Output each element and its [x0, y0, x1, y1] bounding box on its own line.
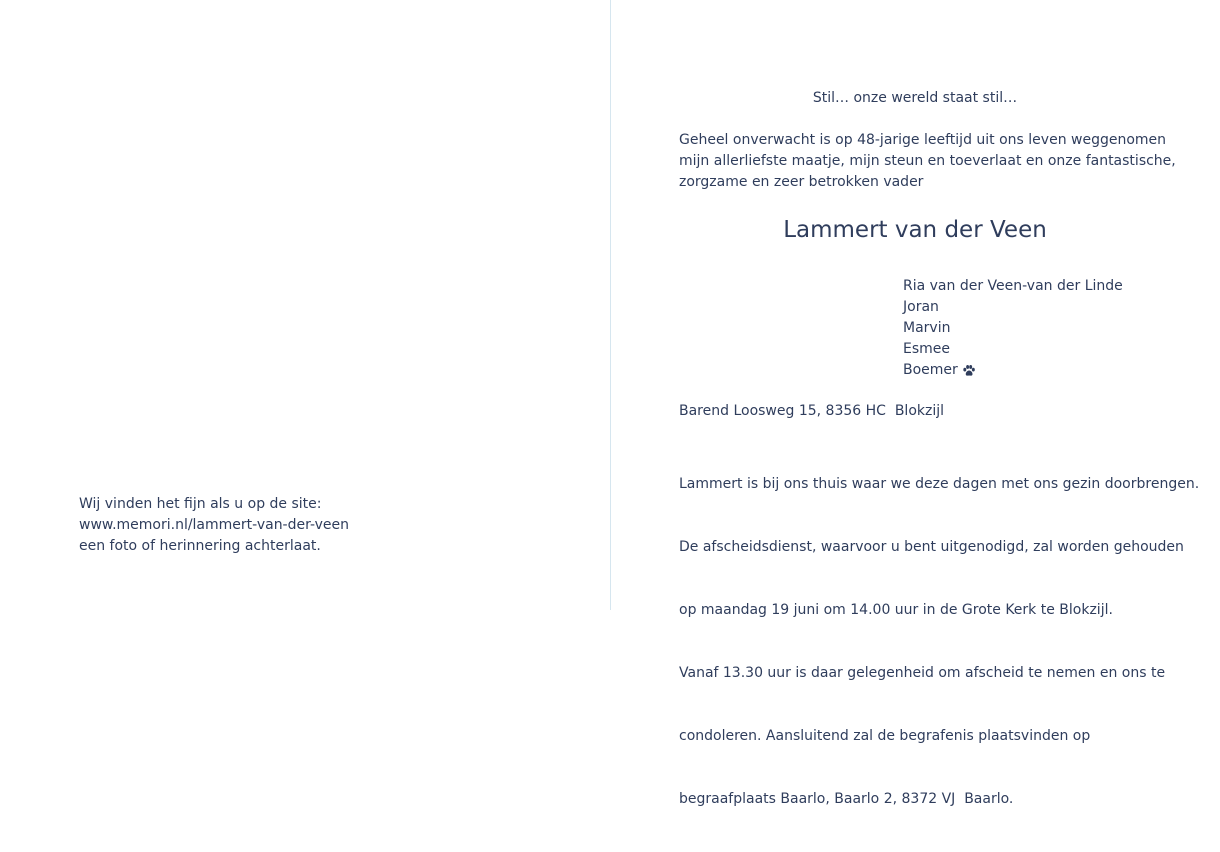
home-address: Barend Loosweg 15, 8356 HC Blokzijl — [679, 403, 945, 419]
family-member-name: Boemer — [903, 362, 958, 378]
details-line: condoleren. Aansluitend zal de begrafenis plaatsvinden op — [679, 728, 1091, 744]
intro-line: Geheel onverwacht is op 48-jarige leeftijd uit ons leven weggenomen — [679, 132, 1167, 148]
funeral-details — [679, 432, 1200, 852]
family-member-name: Esmee — [903, 341, 951, 357]
details-line: De afscheidsdienst, waarvoor u bent uitgenodigd, zal worden gehouden — [679, 539, 1184, 555]
site-note-url: www.memori.nl/lammert-van-der-veen — [79, 517, 350, 533]
details-line: op maandag 19 juni om 14.00 uur in de Grote Kerk te Blokzijl. — [679, 602, 1113, 618]
family-member — [903, 318, 1153, 339]
family-list — [903, 276, 1153, 381]
family-member-name: Joran — [903, 299, 939, 315]
family-member — [903, 339, 1153, 360]
details-line: Vanaf 13.30 uur is daar gelegenheid om afscheid te nemen en ons te — [679, 665, 1166, 681]
family-member-pet — [903, 360, 1153, 381]
fold-line — [610, 0, 611, 610]
motto: Stil… onze wereld staat stil… — [812, 90, 1018, 106]
intro-line: zorgzame en zeer betrokken vader — [679, 174, 924, 190]
site-note-line: Wij vinden het fijn als u op de site: — [79, 496, 322, 512]
family-member-name: Marvin — [903, 320, 951, 336]
intro-paragraph — [679, 130, 1176, 193]
family-member-name: Ria van der Veen-van der Linde — [903, 278, 1123, 294]
memorial-site-note — [79, 494, 499, 557]
deceased-name: Lammert van der Veen — [783, 217, 1047, 243]
details-line: begraafplaats Baarlo, Baarlo 2, 8372 VJ Baarlo. — [679, 791, 1014, 807]
family-member — [903, 297, 1153, 318]
site-note-line: een foto of herinnering achterlaat. — [79, 538, 321, 554]
intro-line: mijn allerliefste maatje, mijn steun en toeverlaat en onze fantastische, — [679, 153, 1176, 169]
family-member — [903, 276, 1153, 297]
details-line: Lammert is bij ons thuis waar we deze dagen met ons gezin doorbrengen. — [679, 476, 1200, 492]
paw-icon — [962, 364, 976, 378]
